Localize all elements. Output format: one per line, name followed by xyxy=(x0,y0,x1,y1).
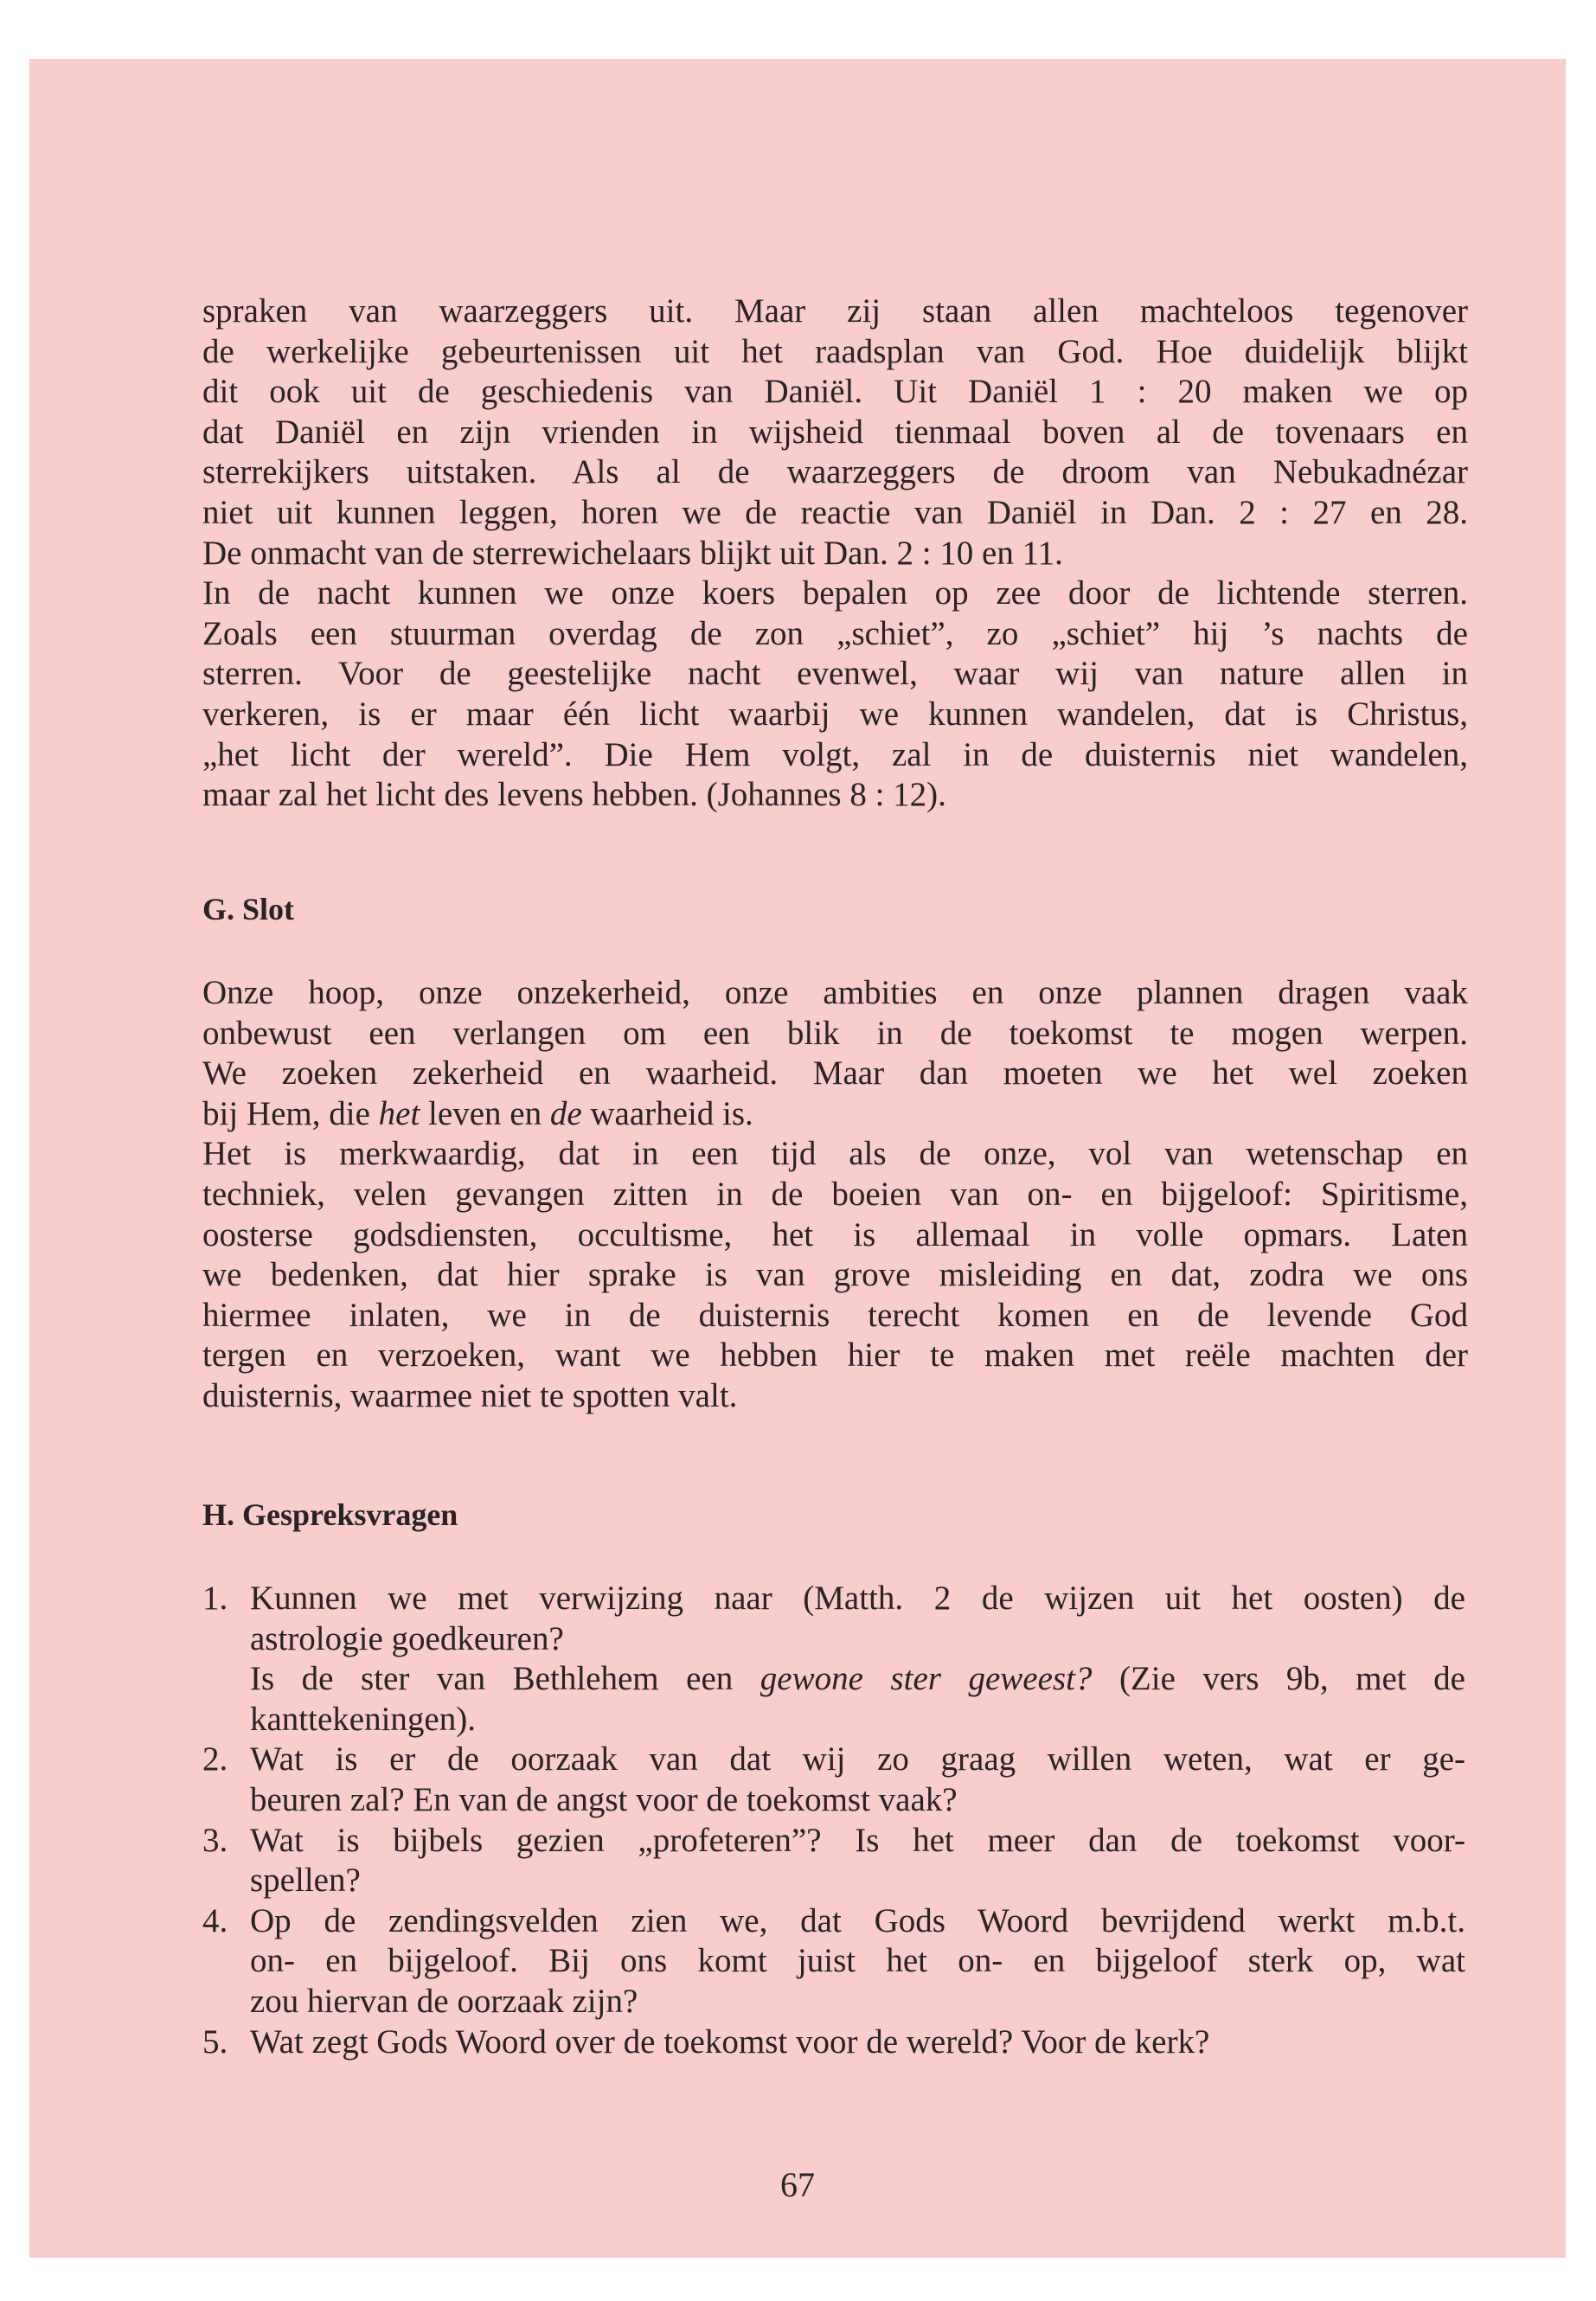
section-g-heading: G. Slot xyxy=(202,892,295,926)
text-segment: Is de ster van Bethlehem een xyxy=(250,1660,760,1698)
paragraph xyxy=(202,973,1468,1134)
text-line: Onze hoop, onze onzekerheid, onze ambities en onze plannen dragen vaak xyxy=(202,974,1468,1011)
intro-text xyxy=(202,292,1468,816)
paragraph xyxy=(202,574,1468,816)
text-line: sterrekijkers uitstaken. Als al de waarzeggers de droom van Nebukadnézar xyxy=(202,453,1468,491)
paragraph xyxy=(250,2022,1465,2063)
text-line: oosterse godsdiensten, occultisme, het is allemaal in volle opmars. Laten xyxy=(202,1215,1468,1253)
text-line: We zoeken zekerheid en waarheid. Maar dan moeten we het wel zoeken xyxy=(202,1054,1468,1093)
question-item xyxy=(202,1740,1465,1820)
text-line: onbewust een verlangen om een blik in de toekomst te mogen werpen. xyxy=(202,1014,1468,1052)
text-line: In de nacht kunnen we onze koers bepalen op zee door de lichtende sterren. xyxy=(202,574,1468,612)
text-segment: (Zie vers 9b, met de xyxy=(1092,1660,1465,1698)
italic-text: gewone ster geweest? xyxy=(760,1660,1093,1698)
text-line: techniek, velen gevangen zitten in de boeien van on- en bijgeloof: Spiritisme, xyxy=(202,1175,1468,1213)
italic-text: de xyxy=(549,1094,582,1132)
text-line: dit ook uit de geschiedenis van Daniël. Uit Daniël 1 : 20 maken we op xyxy=(202,373,1468,411)
text-line xyxy=(250,1659,1465,1700)
text-line: Het is merkwaardig, dat in een tijd als de onze, vol van wetenschap en xyxy=(202,1135,1468,1173)
text-line: De onmacht van de sterrewichelaars blijkt uit Dan. 2 : 10 en 11. xyxy=(202,534,1063,572)
question-item xyxy=(202,1901,1465,2022)
text-line: Wat is bijbels gezien „profeteren”? Is het meer dan de toekomst voor- xyxy=(250,1821,1465,1859)
text-line: de werkelijke gebeurtenissen uit het raadsplan van God. Hoe duidelijk blijkt xyxy=(202,332,1468,370)
question-number: 2. xyxy=(202,1740,228,1779)
paragraph xyxy=(250,1659,1465,1740)
text-line: Wat zegt Gods Woord over de toekomst voor de wereld? Voor de kerk? xyxy=(250,2022,1210,2061)
text-line: spellen? xyxy=(250,1862,361,1900)
text-line: duisternis, waarmee niet te spotten valt. xyxy=(202,1376,738,1414)
section-h-heading: H. Gespreksvragen xyxy=(202,1497,458,1532)
scanned-page xyxy=(29,59,1566,2258)
italic-text: het xyxy=(378,1094,420,1132)
question-number: 4. xyxy=(202,1901,228,1939)
text-line: spraken van waarzeggers uit. Maar zij staan allen machteloos tegenover xyxy=(202,292,1468,330)
paragraph xyxy=(202,292,1468,574)
text-line: sterren. Voor de geestelijke nacht evenwel, waar wij van nature allen in xyxy=(202,655,1468,693)
paragraph xyxy=(250,1821,1465,1901)
question-item xyxy=(202,2022,1465,2063)
text-line: maar zal het licht des levens hebben. (Johannes 8 : 12). xyxy=(202,776,946,814)
paragraph xyxy=(250,1579,1465,1659)
discussion-questions-list xyxy=(202,1579,1465,2062)
text-line: Zoals een stuurman overdag de zon „schiet”, zo „schiet” hij ’s nachts de xyxy=(202,614,1468,652)
question-item xyxy=(202,1579,1465,1740)
paragraph xyxy=(250,1901,1465,2022)
text-line xyxy=(202,1094,1468,1135)
question-number: 3. xyxy=(202,1821,228,1859)
question-number: 1. xyxy=(202,1580,228,1617)
text-segment: leven en xyxy=(420,1094,550,1132)
text-line: Op de zendingsvelden zien we, dat Gods Woord bevrijdend werkt m.b.t. xyxy=(250,1901,1465,1939)
text-line: hiermee inlaten, we in de duisternis terecht komen en de levende God xyxy=(202,1296,1468,1334)
text-segment: bij Hem, die xyxy=(202,1094,379,1132)
text-line: verkeren, is er maar één licht waarbij we kunnen wandelen, dat is Christus, xyxy=(202,695,1468,733)
section-g-text xyxy=(202,973,1468,1417)
text-line: „het licht der wereld”. Die Hem volgt, zal in de duisternis niet wandelen, xyxy=(202,735,1468,773)
page-number: 67 xyxy=(780,2165,815,2204)
question-item xyxy=(202,1821,1465,1901)
text-line: we bedenken, dat hier sprake is van grove misleiding en dat, zodra we ons xyxy=(202,1256,1468,1294)
text-line: dat Daniël en zijn vrienden in wijsheid tienmaal boven al de tovenaars en xyxy=(202,413,1468,451)
text-line: Kunnen we met verwijzing naar (Matth. 2 de wijzen uit het oosten) de xyxy=(250,1580,1465,1617)
text-line: tergen en verzoeken, want we hebben hier te maken met reële machten der xyxy=(202,1336,1468,1375)
text-line: beuren zal? En van de angst voor de toekomst vaak? xyxy=(250,1780,958,1818)
paragraph xyxy=(250,1740,1465,1820)
text-line: Wat is er de oorzaak van dat wij zo graag willen weten, wat er ge- xyxy=(250,1740,1465,1779)
text-line: astrologie goedkeuren? xyxy=(250,1619,564,1657)
text-line: zou hiervan de oorzaak zijn? xyxy=(250,1982,638,2020)
text-segment: waarheid is. xyxy=(581,1094,753,1132)
text-line: niet uit kunnen leggen, horen we de reactie van Daniël in Dan. 2 : 27 en 28. xyxy=(202,493,1468,531)
paragraph xyxy=(202,1134,1468,1416)
text-line: kanttekeningen). xyxy=(250,1700,476,1738)
question-number: 5. xyxy=(202,2022,228,2061)
text-line: on- en bijgeloof. Bij ons komt juist het on- en bijgeloof sterk op, wat xyxy=(250,1942,1465,1980)
